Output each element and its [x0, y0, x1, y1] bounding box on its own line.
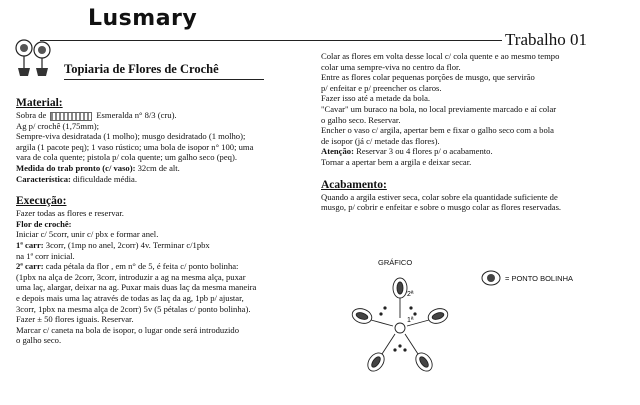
instr-line: Tornar a apertar bem a argila e deixar secar. [321, 156, 472, 167]
instr-line: Atenção: Reservar 3 ou 4 flores p/ o acabamento. [321, 146, 493, 157]
section-label: Trabalho 01 [505, 30, 588, 49]
material-line: argila (1 pacote peq); 1 vaso rústico; uma bola de isopor n° 100; uma [16, 141, 254, 152]
legend-label: = PONTO BOLINHA [505, 274, 574, 283]
exec-line: 2ª carr: cada pétala da flor , em n° de 5, é feita c/ ponto bolinha: [16, 261, 239, 272]
exec-line: 3corr, 1pbx na mesma alça de 2corr) 5v (5 pétalas c/ ponto bolinha). [16, 303, 251, 314]
row1-label: 1ª [407, 317, 414, 324]
material-line: Sobra de Esmeralda n° 8/3 (cru). [16, 110, 177, 120]
exec-line: e depois mais uma laç através de todas as laç da ag, 1pb p/ ajustar, [16, 292, 244, 303]
petal-bobble-icon [364, 334, 395, 374]
instr-line: colar uma sempre-viva no centro da flor. [321, 61, 461, 72]
petal-bobble-icon [350, 306, 393, 326]
instr-line: p/ enfeitar e p/ preencher os claros. [321, 82, 442, 93]
exec-line: o galho seco. [16, 335, 62, 346]
page-title: Topiaria de Flores de Crochê [64, 62, 219, 76]
exec-line: Fazer todas as flores e reservar. [16, 208, 124, 219]
instr-line: Colar as flores em volta desse local c/ cola quente e ao mesmo tempo [321, 51, 560, 61]
exec-line: 1ª carr: 3corr, (1mp no anel, 2corr) 4v. Terminar c/1pbx [16, 239, 210, 250]
material-line: vara de cola quente; pistola p/ cola quente; um galho seco (peq). [16, 152, 237, 163]
crochet-chart-diagram [345, 258, 455, 398]
left-column [16, 96, 316, 346]
brand-title: Lusmary [88, 6, 198, 31]
yarn-swatch-icon [50, 112, 92, 121]
exec-line: na 1ª corr inicial. [16, 250, 75, 261]
instr-line: de isopor (já c/ metade das flores). [321, 135, 440, 146]
instr-line: o galho seco. Reservar. [321, 114, 401, 125]
bobble-stitch-icon [480, 269, 502, 287]
topiary-logo-icon [10, 36, 56, 78]
exec-line: Iniciar c/ 5corr, unir c/ pbx e formar anel. [16, 229, 159, 240]
exec-line: uma laç, alargar, deixar na ag. Puxar mais duas laç da mesma maneira [16, 282, 257, 293]
grafico-label: GRÁFICO [378, 258, 413, 267]
exec-line: Fazer ± 50 flores iguais. Reservar. [16, 314, 134, 325]
instr-line: Encher o vaso c/ argila, apertar bem e fixar o galho seco com a bola [321, 125, 554, 136]
petal-bobble-icon [405, 334, 436, 374]
material-line: Sempre-viva desidratada (1 molho); musgo desidratado (1 molho); [16, 131, 246, 142]
title-underline [64, 79, 264, 80]
exec-line: Marcar c/ caneta na bola de isopor, o lugar onde será introduzido [16, 324, 240, 335]
right-column [321, 51, 636, 213]
execucao-heading: Execução: [16, 195, 67, 208]
material-line: Ag p/ crochê (1,75mm); [16, 120, 100, 131]
instr-line: Fazer isso até a metade da bola. [321, 93, 431, 104]
petal-bobble-icon [393, 278, 407, 318]
material-line: Medida do trab pronto (c/ vaso): 32cm de alt. [16, 162, 180, 173]
material-heading: Material: [16, 97, 63, 109]
row2-label: 2ª [407, 291, 414, 298]
acab-line: musgo, p/ cobrir e enfeitar e sobre o musgo colar as flores reservadas. [321, 202, 562, 213]
material-line: Característica: dificuldade média. [16, 173, 137, 184]
header-rule [40, 40, 502, 41]
acab-line: Quando a argila estiver seca, colar sobre ela quantidade suficiente de [321, 191, 558, 202]
instr-line: "Cavar" um buraco na bola, no local previamente marcado e aí colar [321, 103, 557, 114]
exec-subheading: Flor de crochê: [16, 218, 72, 229]
exec-line: (1pbx na alça de 2corr, 3corr, introduzir a ag na mesma alça, puxar [16, 271, 246, 282]
acabamento-heading: Acabamento: [321, 178, 387, 191]
instr-line: Entre as flores colar pequenas porções de musgo, que servirão [321, 72, 535, 83]
